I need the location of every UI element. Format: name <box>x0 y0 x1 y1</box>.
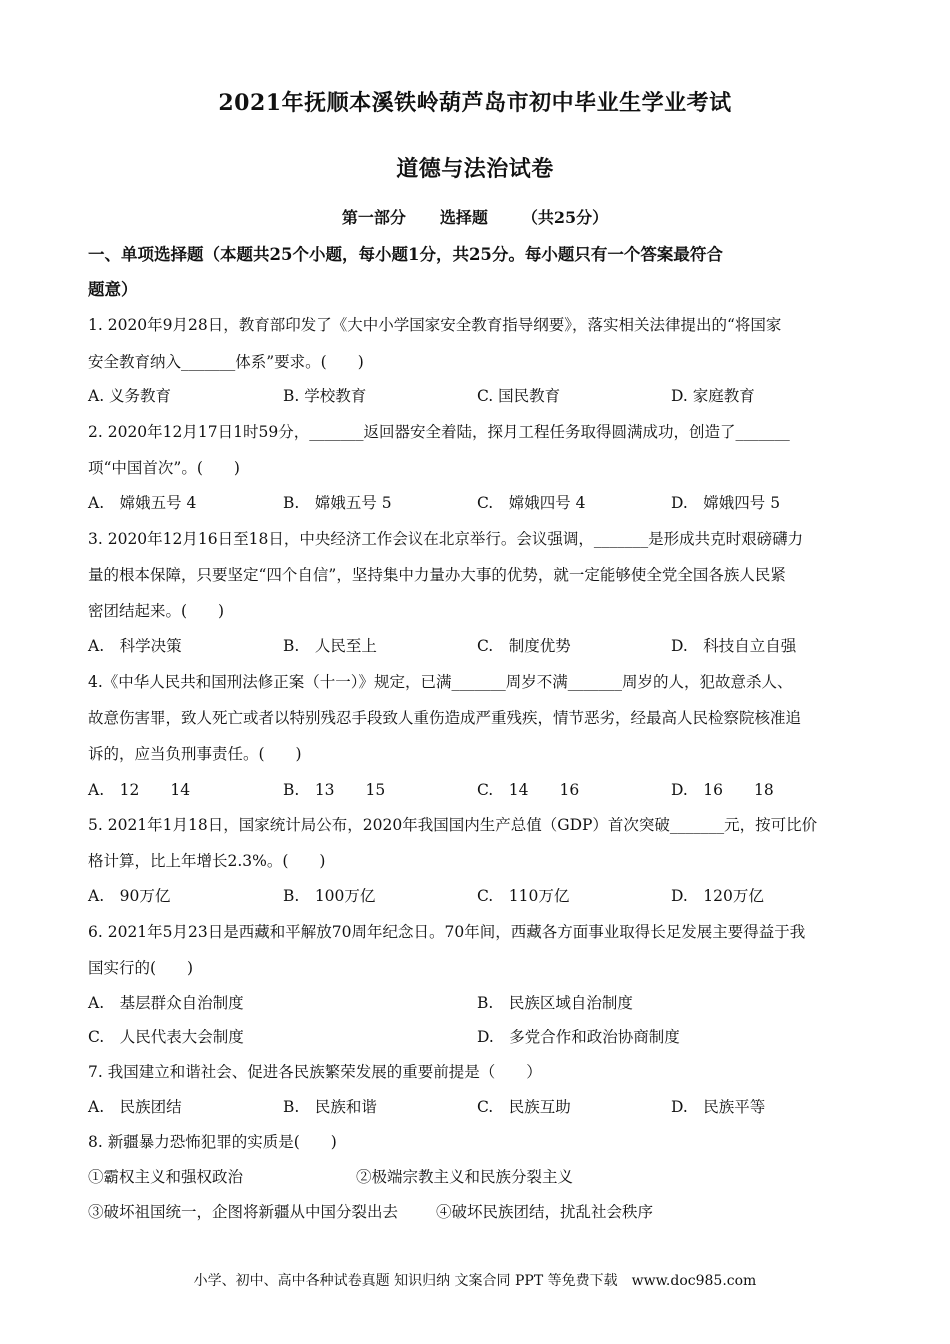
question-5-text: 5. 2021年1月18日，国家统计局公布，2020年我国国内生产总值（GDP）首次突破_______元，按可比价 <box>88 816 818 834</box>
question-1-text: 安全教育纳入_______体系”要求。( ) <box>88 353 364 371</box>
part-score: （共25分） <box>521 208 609 227</box>
part-heading <box>0 205 950 228</box>
question-4-text: 故意伤害罪，致人死亡或者以特别残忍手段致人重伤造成严重残疾，情节恶劣，经最高人民检察院核准追 <box>88 709 802 727</box>
option-b: B. 人民至上 <box>283 637 377 655</box>
part-label: 第一部分 <box>341 208 406 227</box>
option-d: D. 家庭教育 <box>671 387 755 405</box>
option-d: D. 嫦娥四号 5 <box>671 494 781 512</box>
question-6-text: 国实行的( ) <box>88 959 194 977</box>
question-2-text: 2. 2020年12月17日1时59分，_______返回器安全着陆，探月工程任务取得圆满成功，创造了_______ <box>88 423 790 441</box>
exam-subtitle: 道德与法治试卷 <box>396 156 554 182</box>
option-d: D. 科技自立自强 <box>671 637 797 655</box>
part-type: 选择题 <box>439 208 488 227</box>
question-8-text: 8. 新疆暴力恐怖犯罪的实质是( ) <box>88 1133 337 1151</box>
option-b: B. 100万亿 <box>283 887 376 905</box>
question-3-text: 量的根本保障，只要坚定“四个自信”，坚持集中力量办大事的优势，就一定能够使全党全国各族人民紧 <box>88 566 786 584</box>
statement-item: ④破坏民族团结，扰乱社会秩序 <box>436 1203 654 1221</box>
question-2-text: 项“中国首次”。( ) <box>88 459 240 477</box>
option-a: A. 12 14 <box>88 781 191 799</box>
option-b: B. 13 15 <box>283 781 386 799</box>
option-c: C. 14 16 <box>477 781 580 799</box>
option-d: D. 多党合作和政治协商制度 <box>477 1028 680 1046</box>
option-b: B. 民族和谐 <box>283 1098 377 1116</box>
option-d: D. 民族平等 <box>671 1098 766 1116</box>
option-a: A. 科学决策 <box>88 637 182 655</box>
option-a: A. 义务教育 <box>88 387 172 405</box>
statement-item: ③破坏祖国统一，企图将新疆从中国分裂出去 <box>88 1203 399 1221</box>
question-5-text: 格计算，比上年增长2.3%。( ) <box>88 852 326 870</box>
option-c: C. 110万亿 <box>477 887 570 905</box>
option-d: D. 120万亿 <box>671 887 764 905</box>
question-4-text: 诉的，应当负刑事责任。( ) <box>88 745 302 763</box>
option-d: D. 16 18 <box>671 781 774 799</box>
option-b: B. 嫦娥五号 5 <box>283 494 392 512</box>
question-3-text: 3. 2020年12月16日至18日，中央经济工作会议在北京举行。会议强调，_______是形成共克时艰磅礴力 <box>88 530 804 548</box>
section-heading: 一、单项选择题（本题共25个小题，每小题1分，共25分。每小题只有一个答案最符合 <box>88 245 723 264</box>
option-b: B. 民族区域自治制度 <box>477 994 633 1012</box>
exam-title: 2021年抚顺本溪铁岭葫芦岛市初中毕业生学业考试 <box>218 90 732 116</box>
option-a: A. 基层群众自治制度 <box>88 994 244 1012</box>
statement-item: ①霸权主义和强权政治 <box>88 1168 244 1186</box>
option-c: C. 嫦娥四号 4 <box>477 494 586 512</box>
section-heading-cont: 题意） <box>88 280 138 299</box>
option-a: A. 90万亿 <box>88 887 171 905</box>
question-1-text: 1. 2020年9月28日，教育部印发了《大中小学国家安全教育指导纲要》，落实相关法律提出的“将国家 <box>88 316 782 334</box>
question-7-text: 7. 我国建立和谐社会、促进各民族繁荣发展的重要前提是（ ） <box>88 1063 542 1081</box>
option-a: A. 嫦娥五号 4 <box>88 494 197 512</box>
option-c: C. 制度优势 <box>477 637 571 655</box>
option-c: C. 国民教育 <box>477 387 561 405</box>
option-b: B. 学校教育 <box>283 387 367 405</box>
question-4-text: 4.《中华人民共和国刑法修正案（十一）》规定，已满_______周岁不满_______周岁的人，犯故意杀人、 <box>88 673 793 691</box>
statement-item: ②极端宗教主义和民族分裂主义 <box>356 1168 574 1186</box>
option-c: C. 民族互助 <box>477 1098 571 1116</box>
option-a: A. 民族团结 <box>88 1098 182 1116</box>
question-6-text: 6. 2021年5月23日是西藏和平解放70周年纪念日。70年间，西藏各方面事业取得长足发展主要得益于我 <box>88 923 806 941</box>
question-3-text: 密团结起来。( ) <box>88 602 225 620</box>
page-footer: 小学、初中、高中各种试卷真题 知识归纳 文案合同 PPT 等免费下载 www.doc985.com <box>193 1273 757 1289</box>
option-c: C. 人民代表大会制度 <box>88 1028 244 1046</box>
